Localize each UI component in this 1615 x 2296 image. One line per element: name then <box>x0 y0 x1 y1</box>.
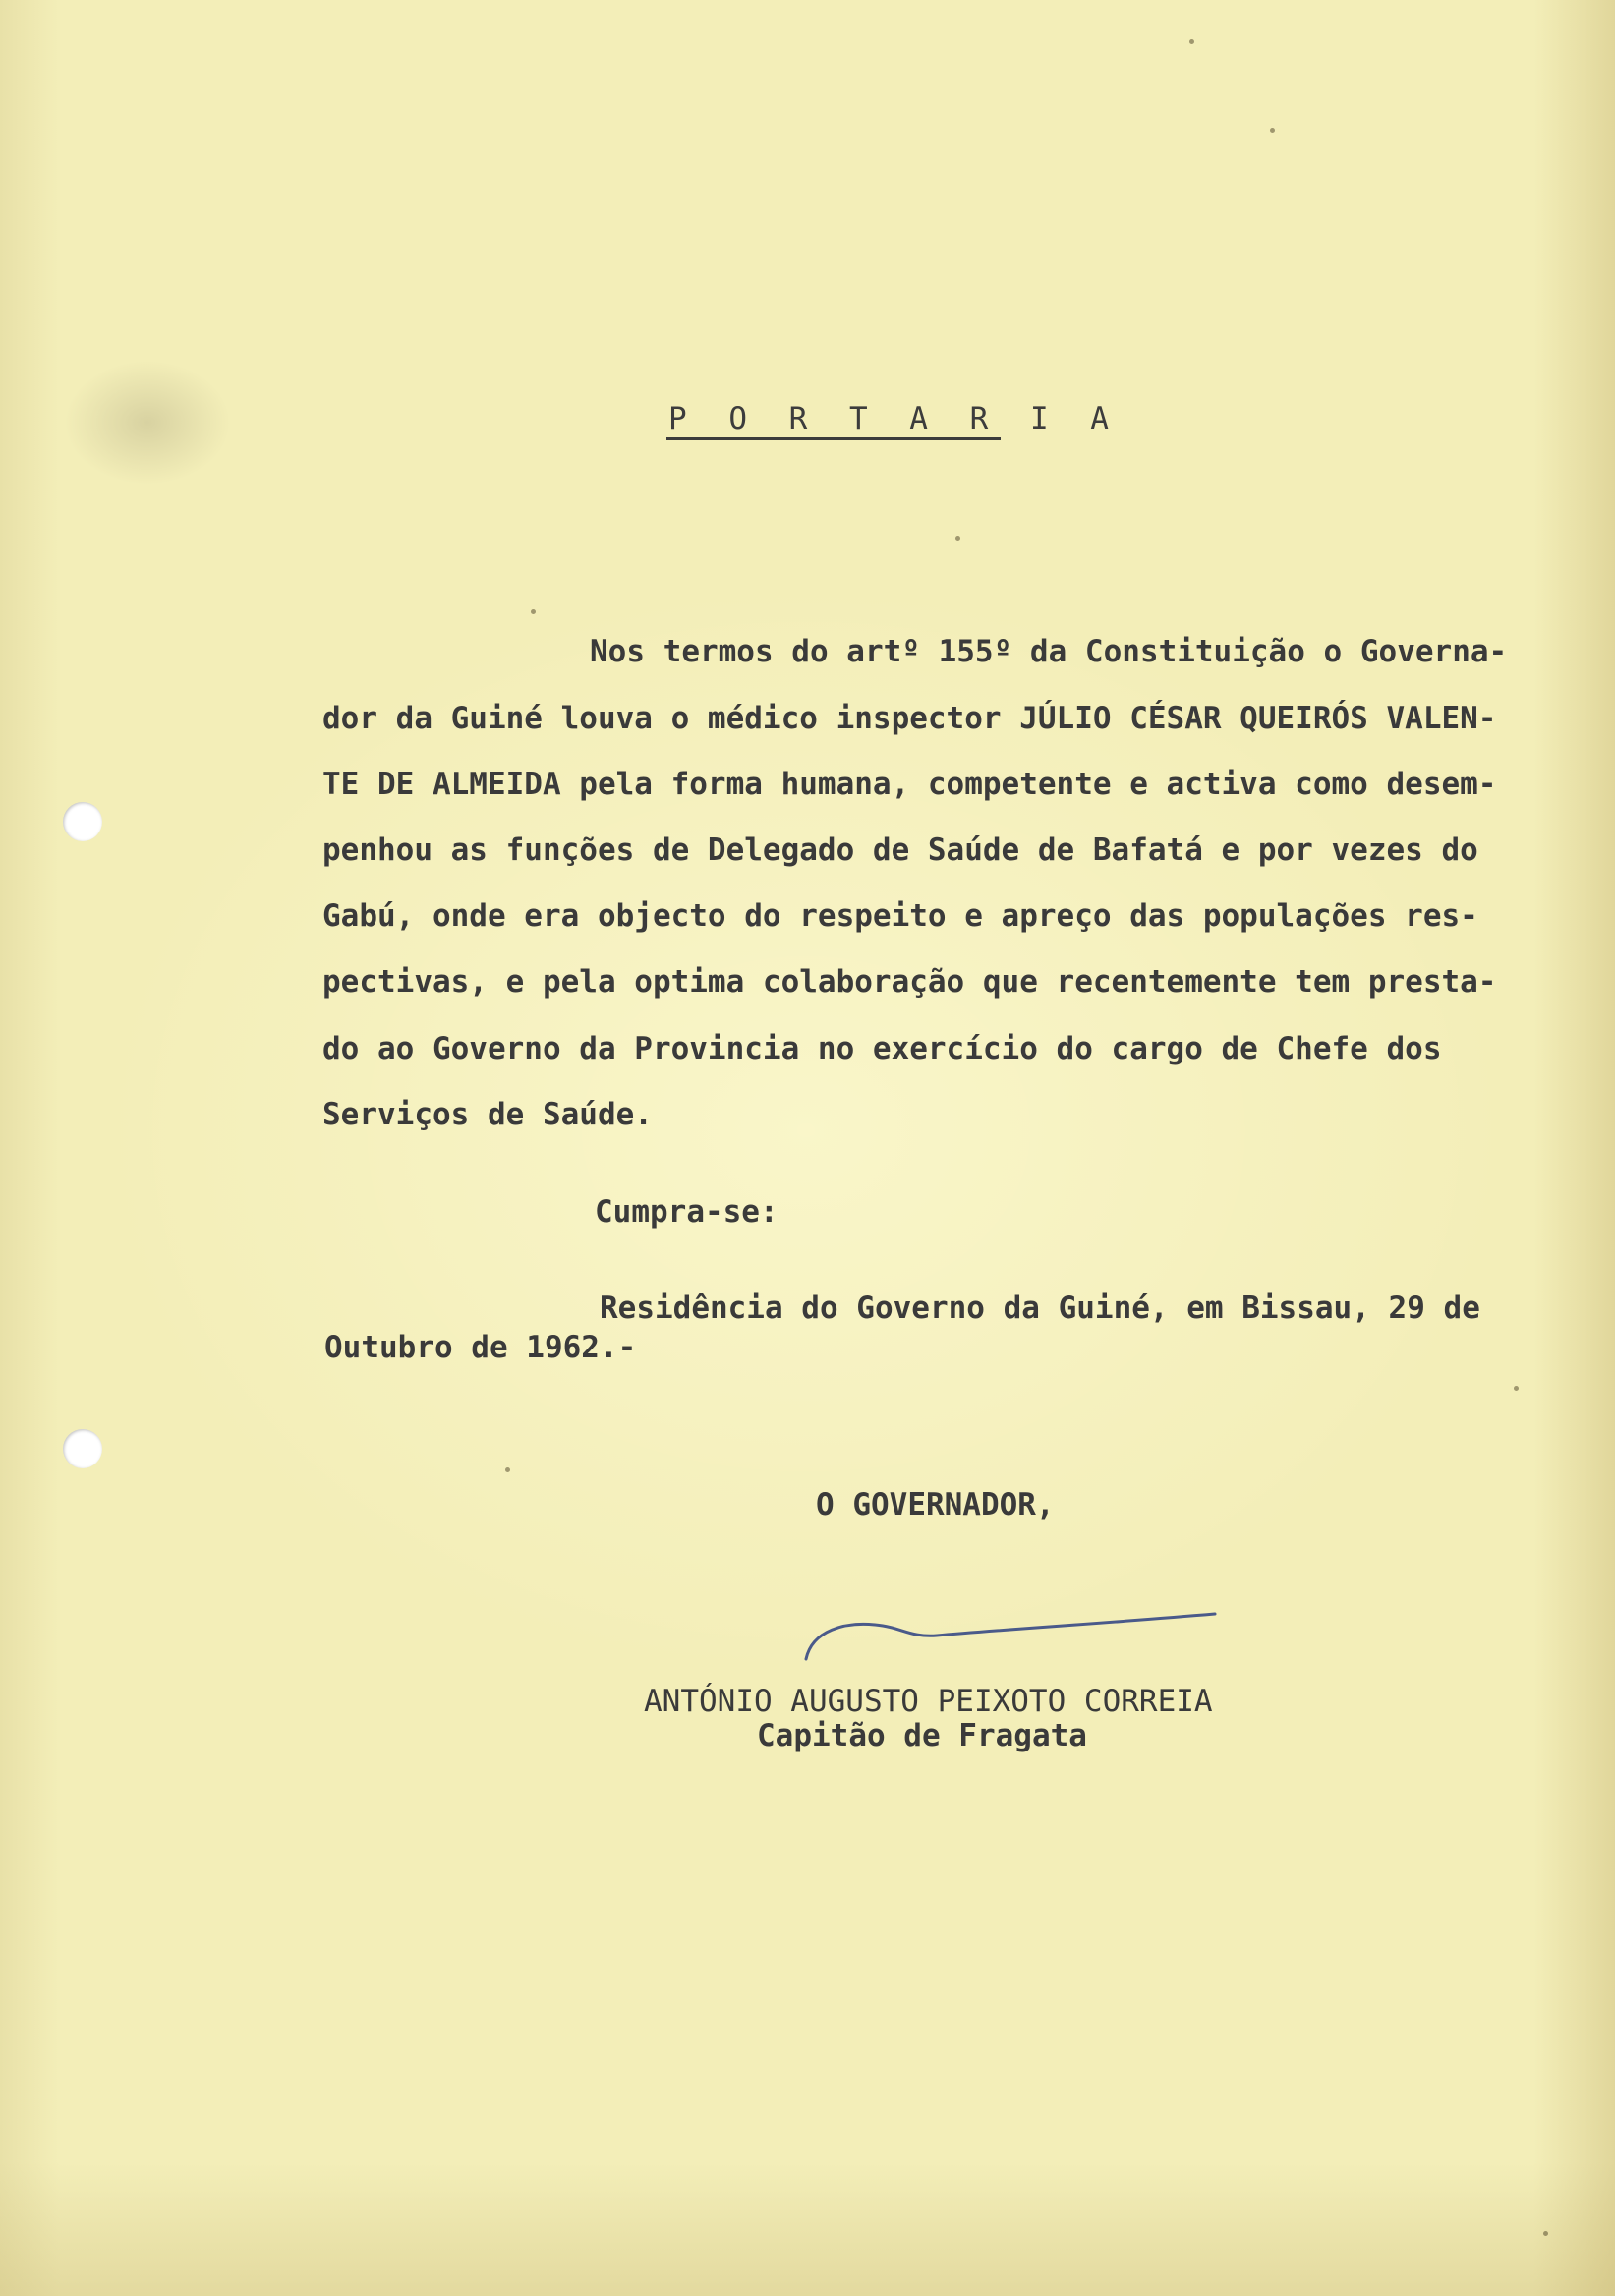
body-line: Gabú, onde era objecto do respeito e apreço das populações res- <box>322 898 1478 934</box>
body-line: penhou as funções de Delegado de Saúde de Bafatá e por vezes do <box>322 832 1478 868</box>
body-line: dor da Guiné louva o médico inspector JÚLIO CÉSAR QUEIRÓS VALEN- <box>322 701 1497 736</box>
punch-hole-top <box>63 802 102 841</box>
date-line: Outubro de 1962.- <box>324 1330 637 1365</box>
document-title: P O R T A R I A <box>668 401 1121 436</box>
body-line: do ao Governo da Provincia no exercício do cargo de Chefe dos <box>322 1031 1442 1066</box>
paper-speck <box>1514 1386 1519 1391</box>
body-line: pectivas, e pela optima colaboração que recentemente tem presta- <box>322 964 1497 1000</box>
residence-line: Residência do Governo da Guiné, em Bissau, 29 de <box>600 1291 1480 1326</box>
body-line: TE DE ALMEIDA pela forma humana, competente e activa como desem- <box>322 767 1497 802</box>
paper-speck <box>505 1467 510 1472</box>
punch-hole-bottom <box>63 1429 102 1468</box>
handwritten-signature <box>804 1612 1217 1671</box>
paper-speck <box>1270 128 1275 133</box>
signatory-rank: Capitão de Fragata <box>757 1718 1087 1753</box>
paper-speck <box>955 536 960 541</box>
body-line: Nos termos do artº 155º da Constituição o Governa- <box>590 634 1508 669</box>
paper-speck <box>531 609 536 614</box>
paper-speck <box>1543 2231 1548 2236</box>
signatory-name: ANTÓNIO AUGUSTO PEIXOTO CORREIA <box>644 1684 1213 1719</box>
title-underline <box>666 437 1001 440</box>
body-line: Serviços de Saúde. <box>322 1097 653 1132</box>
paper-speck <box>1189 39 1194 44</box>
governor-heading: O GOVERNADOR, <box>816 1487 1055 1522</box>
cumpra-se-line: Cumpra-se: <box>595 1194 779 1230</box>
